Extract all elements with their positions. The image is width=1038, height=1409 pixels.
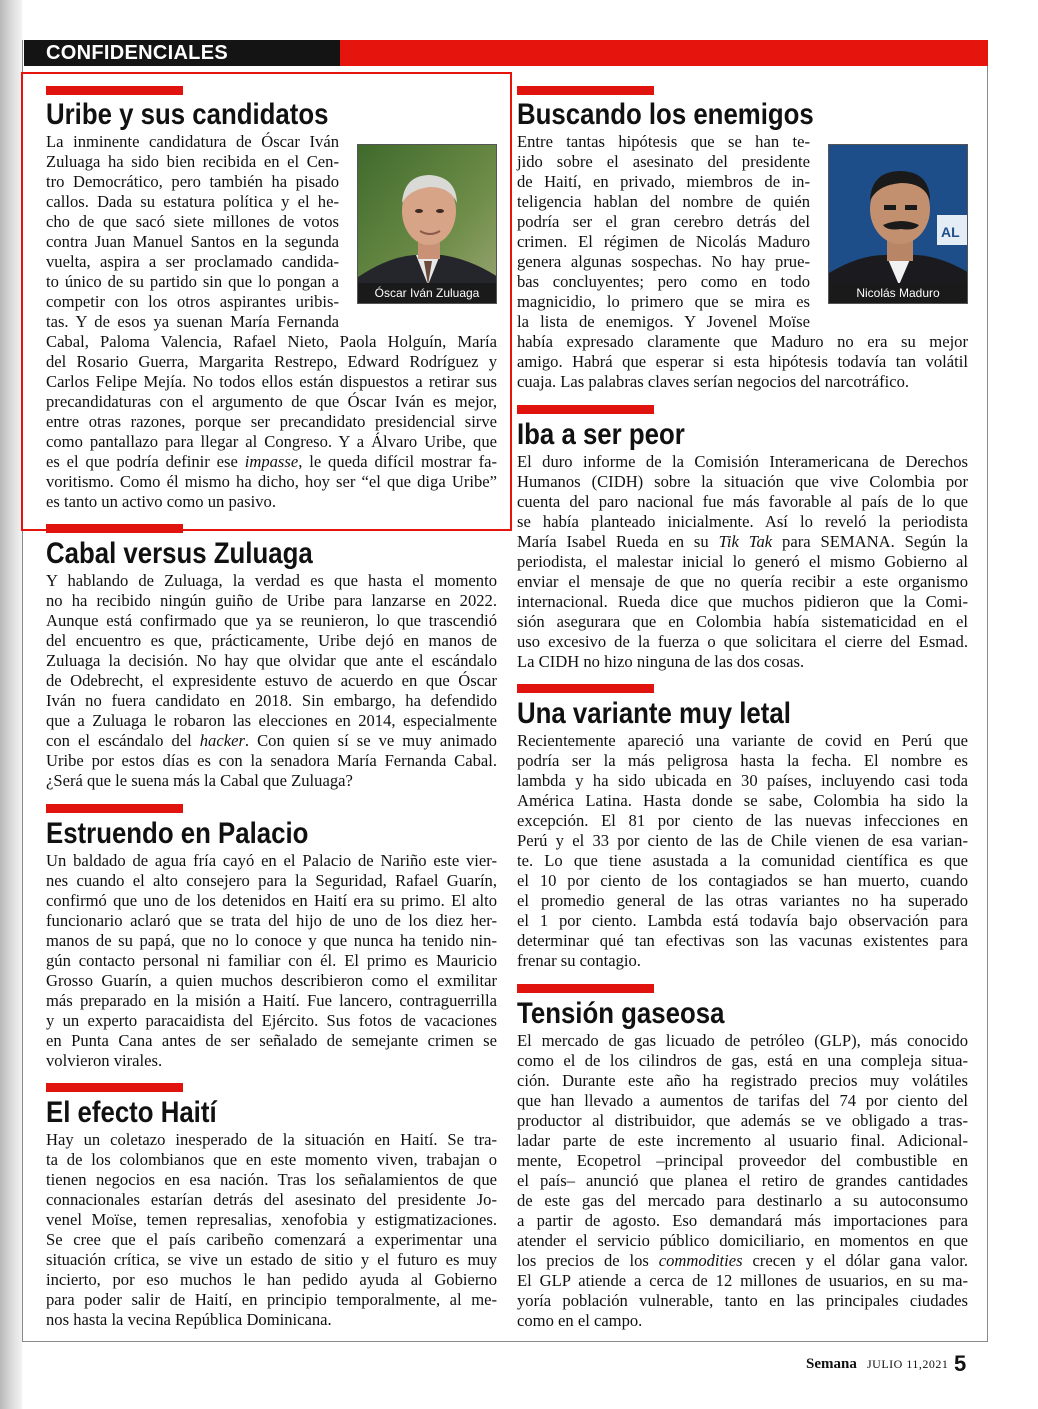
text-line: periodista, el malestar inicial lo generó el mismo Gobierno al (517, 552, 968, 571)
text-line: Uribe por estos días es con la senadora María Fernanda Cabal. (46, 751, 497, 770)
text-line: el 1 por ciento. Lambda está todavía bajo observación para (517, 911, 968, 930)
text-line: como pantallazo para llegar al Congreso. Y a Álvaro Uribe, que (46, 432, 497, 451)
text-line: internacional. Rueda dice que muchos pidieron que la Comi- (517, 592, 968, 611)
text-line: confirmó que uno de los detenidos en Haití era su primo. El alto (46, 891, 497, 910)
text-line: América Latina. Hasta donde se sabe, Colombia ha sido la (517, 791, 968, 810)
article-red-bar (46, 1083, 183, 1092)
text-line: El duro informe de la Comisión Interamericana de Derechos (517, 452, 968, 471)
text-line: te. Lo que tiene asustada a la comunidad científica es que (517, 851, 968, 870)
body-enemigos (517, 132, 968, 392)
text-line: Se cree que el país caribeño comenzará a experimentar una (46, 1230, 497, 1249)
page-number: 5 (954, 1351, 967, 1376)
text-line: Entre tantas hipótesis que se han te- (517, 132, 810, 151)
article-red-bar (46, 804, 183, 813)
text-line: más preparado en la misión a Haití. Fue lancero, contraguerrilla (46, 991, 497, 1010)
highlight-box (21, 72, 512, 531)
text-line: mente, Ecopetrol –principal proveedor del combustible en (517, 1151, 968, 1170)
text-line: del Rosario Guerra, Margarita Restrepo, Edward Rodríguez y (46, 352, 497, 371)
text-line: nos hasta la vecina República Dominicana. (46, 1310, 332, 1329)
text-line: es el que podría definir ese impasse, le queda difícil mostrar fa- (46, 452, 497, 471)
text-line: que a Zuluaga le robaron las elecciones en 2014, especialmente (46, 711, 497, 730)
body-estruendo (46, 851, 497, 1071)
text-line: volvieron virales. (46, 1051, 163, 1070)
text-line: la lista de enemigos. Y Jovenel Moïse (517, 312, 810, 331)
text-line: de Odebrecht, el expresidente estuvo de acuerdo en que Óscar (46, 671, 497, 690)
page-fold-shadow (0, 0, 22, 1409)
article-red-bar (517, 984, 654, 993)
text-line: situación crítica, se vive un estado de sitio y el futuro es muy (46, 1250, 497, 1269)
text-line: amigo. Habrá que esperar si esta hipótesis todavía tan volátil (517, 352, 968, 371)
article-red-bar (517, 684, 654, 693)
text-line: de Haití, en privado, miembros de in- (517, 172, 810, 191)
text-line: es tanto un activo como un pasivo. (46, 492, 276, 511)
magazine-name: Semana (806, 1356, 857, 1372)
text-line: no ha recibido ningún guiño de Uribe para lanzarse en 2022. (46, 591, 497, 610)
text-line: podría ser el gran cerebro detrás del (517, 212, 810, 231)
body-tension (517, 1031, 968, 1331)
text-line: los precios de los commodities crecen y el dólar gana valor. (517, 1251, 968, 1270)
text-line: Humanos (CIDH) sobre la situación que vive Colombia por (517, 472, 968, 491)
text-line: nes cuando el alto consejero para la Seguridad, Rafael Guarín, (46, 871, 497, 890)
text-line: sión asegurara que en Colombia había sistematicidad en el (517, 612, 968, 631)
text-line: cuenta del paro nacional fue más favorable al país de lo que (517, 492, 968, 511)
text-line: a partir de agosto. Eso demandará más importaciones para (517, 1211, 968, 1230)
text-line: funcionario aclaró que se trata del hijo de uno de los diez her- (46, 911, 497, 930)
text-line: cho de que sacó siete millones de votos (46, 212, 339, 231)
text-line: Carlos Felipe Mejía. No todos ellos están dispuestos a retirar sus (46, 372, 497, 391)
headline-haiti: El efecto Haití (46, 1096, 217, 1129)
text-line: magnicidio, lo primero que se mira es (517, 292, 810, 311)
text-line: gún contacto personal ni familiar con él. El primo es Mauricio (46, 951, 497, 970)
body-variante (517, 731, 968, 971)
text-line: se había planteado inicialmente. Así lo reveló la periodista (517, 512, 968, 531)
article-red-bar (517, 405, 654, 414)
text-line: La inminente candidatura de Óscar Iván (46, 132, 339, 151)
text-line: vuelta, aspira a ser proclamado candida- (46, 252, 339, 271)
article-red-bar (517, 86, 654, 95)
text-line: venel Moïse, temen represalias, xenofobia y estigmatizaciones. (46, 1210, 497, 1229)
text-line: Zuluaga ha sido bien recibida en el Cen- (46, 152, 339, 171)
text-line: productor al distribuidor, que además se ve obligado a tras- (517, 1111, 968, 1130)
text-line: enviar el mensaje de que no quería recibir a este organismo (517, 572, 968, 591)
text-line: Un baldado de agua fría cayó en el Palacio de Nariño este vier- (46, 851, 497, 870)
text-line: teligencia hablan del nombre de quién (517, 192, 810, 211)
text-line: ta de los colombianos que en este momento viven, trabajan o (46, 1150, 497, 1169)
headline-peor: Iba a ser peor (517, 418, 685, 451)
headline-estruendo: Estruendo en Palacio (46, 817, 309, 850)
text-line: Iván no fuera candidato en 2018. Sin embargo, ha defendido (46, 691, 497, 710)
body-haiti (46, 1130, 497, 1330)
text-line: contra Juan Manuel Santos en la segunda (46, 232, 339, 251)
text-line: voritismo. Como él mismo ha dicho, hoy ser “el que diga Uribe” (46, 472, 497, 491)
text-line: Aunque está confirmado que ya se reunieron, lo que trascendió (46, 611, 497, 630)
text-line: determinar qué tan efectivas son las vacunas existentes para (517, 931, 968, 950)
text-line: El mercado de gas licuado de petróleo (GLP), más conocido (517, 1031, 968, 1050)
text-line: el 10 por ciento de los contagiados se han muerto, cuando (517, 871, 968, 890)
text-line: ción. Durante este año ha registrado precios muy volátiles (517, 1071, 968, 1090)
text-line: con el escándalo del hacker. Con quien sí se ve muy animado (46, 731, 497, 750)
text-line: había expresado claramente que Maduro no era su mejor (517, 332, 968, 351)
text-line: que han llevado a aumentos de tarifas del 74 por ciento del (517, 1091, 968, 1110)
text-line: del encuentro es que, prácticamente, Uribe dejó en manos de (46, 631, 497, 650)
text-line: genera algunas sospechas. No hay prue- (517, 252, 810, 271)
text-line: crimen. El régimen de Nicolás Maduro (517, 232, 810, 251)
article-red-bar (46, 524, 183, 533)
text-line: precandidaturas con el argumento de que Óscar Iván es mejor, (46, 392, 497, 411)
text-line: Cabal, Paloma Valencia, Rafael Nieto, Paola Holguín, María (46, 332, 497, 351)
headline-tension: Tensión gaseosa (517, 997, 725, 1030)
text-line: como el de los cilindros de gas, está en una compleja situa- (517, 1051, 968, 1070)
headline-enemigos: Buscando los enemigos (517, 98, 814, 131)
text-line: Recientemente apareció una variante de covid en Perú que (517, 731, 968, 750)
text-line: bas concluyentes; pero como en todo (517, 272, 810, 291)
text-line: yoría población vulnerable, tanto en las principales ciudades (517, 1291, 968, 1310)
headline-variante: Una variante muy letal (517, 697, 791, 730)
headline-uribe: Uribe y sus candidatos (46, 98, 329, 131)
text-line: uso excesivo de la fuerza o que solicitara el cierre del Esmad. (517, 632, 968, 651)
text-line: y un experto paracaidista del Ejército. Sus fotos de vacaciones (46, 1011, 497, 1030)
text-line: Hay un coletazo inesperado de la situación en Haití. Se tra- (46, 1130, 497, 1149)
text-line: Y hablando de Zuluaga, la verdad es que hasta el momento (46, 571, 497, 590)
text-line: para poder salir de Haití, en principio temporalmente, al me- (46, 1290, 497, 1309)
text-line: en Punta Cana antes de ser señalado de semejante crimen se (46, 1031, 497, 1050)
text-line: lambda y ha sido ubicada en 30 países, incluyendo casi toda (517, 771, 968, 790)
text-line: ¿Será que le suena más la Cabal que Zuluaga? (46, 771, 353, 790)
text-line: María Isabel Rueda en su Tik Tak para SEMANA. Según la (517, 532, 968, 551)
section-title: CONFIDENCIALES (46, 42, 228, 64)
text-line: atender el servicio público domiciliario, en momentos en que (517, 1231, 968, 1250)
headline-cabal: Cabal versus Zuluaga (46, 537, 313, 570)
text-line: como en el campo. (517, 1311, 643, 1330)
photo-caption-maduro: Nicolás Maduro (829, 283, 967, 303)
photo-caption-zuluaga: Óscar Iván Zuluaga (358, 283, 496, 303)
text-line: jido sobre el asesinato del presidente (517, 152, 810, 171)
text-line: cuaja. Las palabras claves serían negocios del narcotráfico. (517, 372, 910, 391)
text-line: excepción. El 81 por ciento de las nuevas infecciones en (517, 811, 968, 830)
text-line: frenar su contagio. (517, 951, 641, 970)
text-line: tienen negocios en esa nación. Tras los señalamientos de que (46, 1170, 497, 1189)
body-peor (517, 452, 968, 672)
text-line: to único de su partido sin que lo pongan a (46, 272, 339, 291)
text-line: connacionales estarían detrás del asesinato del presidente Jo- (46, 1190, 497, 1209)
svg-text:AL: AL (941, 224, 960, 240)
text-line: tas. Y de esos ya suenan María Fernanda (46, 312, 339, 331)
text-line: Zuluaga la decisión. No hay que olvidar que ante el escándalo (46, 651, 497, 670)
text-line: El GLP atiende a cerca de 12 millones de usuarios, en su ma- (517, 1271, 968, 1290)
text-line: manos de su papá, que no lo conoce y que nunca ha tenido nin- (46, 931, 497, 950)
body-cabal (46, 571, 497, 791)
text-line: de este gas del mercado para destinarlo a su autoconsumo (517, 1191, 968, 1210)
text-line: tro Democrático, pero también ha pisado (46, 172, 339, 191)
text-line: La CIDH no hizo ninguna de las dos cosas. (517, 652, 805, 671)
text-line: el país– anunció que planea el retiro de grandes cantidades (517, 1171, 968, 1190)
text-line: competir con los otros aspirantes uribis- (46, 292, 339, 311)
text-line: entre otras razones, porque ser precandidato presidencial sirve (46, 412, 497, 431)
issue-date: JULIO 11,2021 (867, 1357, 949, 1371)
text-line: Grosso Guarín, a quien muchos describieron como el exmilitar (46, 971, 497, 990)
text-line: callos. Dada su estatura política y el he- (46, 192, 339, 211)
text-line: podría ser la más peligrosa hasta la fecha. El nombre es (517, 751, 968, 770)
text-line: incierto, por eso muchos le han pedido ayuda al Gobierno (46, 1270, 497, 1289)
text-line: ladar parte de este incremento al usuario final. Adicional- (517, 1131, 968, 1150)
text-line: Perú y el 33 por ciento de las de Chile vienen de esa varian- (517, 831, 968, 850)
text-line: el promedio general de las otras variantes no ha superado (517, 891, 968, 910)
